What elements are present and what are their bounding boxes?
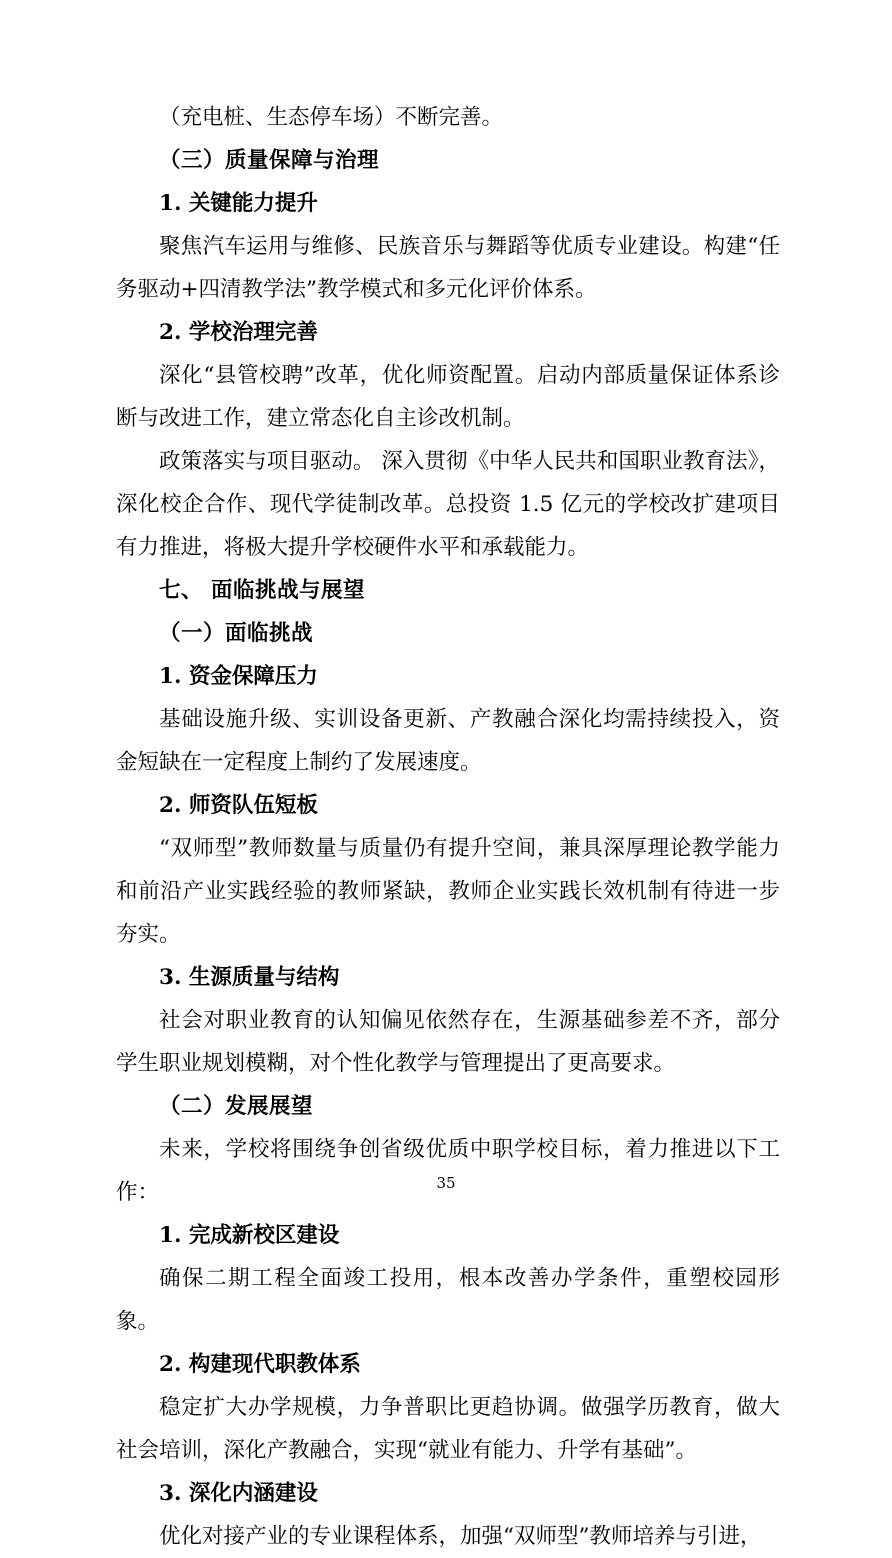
para-key-capability: 聚焦汽车运用与维修、民族音乐与舞蹈等优质专业建设。构建“任务驱动+四清教学法”教学模式和多元化评价体系。 <box>116 234 780 302</box>
heading-teacher-shortage: 2. 师资队伍短板 <box>159 793 318 818</box>
para-teacher-shortage: “双师型”教师数量与质量仍有提升空间，兼具深厚理论教学能力和前沿产业实践经验的教师紧缺，教师企业实践长效机制有待进一步夯实。 <box>116 836 780 947</box>
heading-deepen-connotation: 3. 深化内涵建设 <box>159 1481 318 1506</box>
heading-school-governance: 2. 学校治理完善 <box>159 320 318 345</box>
para-charging-piles: （充电桩、生态停车场）不断完善。 <box>159 105 504 130</box>
para-deepen-connotation: 优化对接产业的专业课程体系，加强“双师型”教师培养与引进， <box>159 1524 762 1549</box>
heading-section-seven: 七、 面临挑战与展望 <box>159 578 365 603</box>
para-new-campus: 确保二期工程全面竣工投用，根本改善办学条件，重塑校园形象。 <box>116 1266 780 1334</box>
heading-student-quality: 3. 生源质量与结构 <box>159 965 340 990</box>
para-policy-implementation: 政策落实与项目驱动。 深入贯彻《中华人民共和国职业教育法》，深化校企合作、现代学徒制改革。总投资 1.5 亿元的学校改扩建项目有力推进，将极大提升学校硬件水平和承载能力。 <box>116 449 780 560</box>
para-modern-voc-system: 稳定扩大办学规模，力争普职比更趋协调。做强学历教育，做大社会培训，深化产教融合，实现“就业有能力、升学有基础”。 <box>116 1395 780 1463</box>
heading-key-capability: 1. 关键能力提升 <box>159 191 318 216</box>
para-development-outlook: 未来，学校将围绕争创省级优质中职学校目标，着力推进以下工作： <box>116 1137 780 1205</box>
heading-development-outlook: （二）发展展望 <box>159 1094 314 1119</box>
heading-modern-voc-system: 2. 构建现代职教体系 <box>159 1352 361 1377</box>
page-number: 35 <box>436 1174 456 1192</box>
para-school-governance: 深化“县管校聘”改革，优化师资配置。启动内部质量保证体系诊断与改进工作，建立常态化自主诊改机制。 <box>116 363 780 431</box>
document-body <box>116 96 780 1558</box>
heading-quality-governance: （三）质量保障与治理 <box>159 148 380 173</box>
heading-challenges: （一）面临挑战 <box>159 621 314 646</box>
heading-funding-pressure: 1. 资金保障压力 <box>159 664 318 689</box>
heading-new-campus: 1. 完成新校区建设 <box>159 1223 340 1248</box>
para-student-quality: 社会对职业教育的认知偏见依然存在，生源基础参差不齐，部分学生职业规划模糊，对个性化教学与管理提出了更高要求。 <box>116 1008 780 1076</box>
para-funding-pressure: 基础设施升级、实训设备更新、产教融合深化均需持续投入，资金短缺在一定程度上制约了发展速度。 <box>116 707 780 775</box>
